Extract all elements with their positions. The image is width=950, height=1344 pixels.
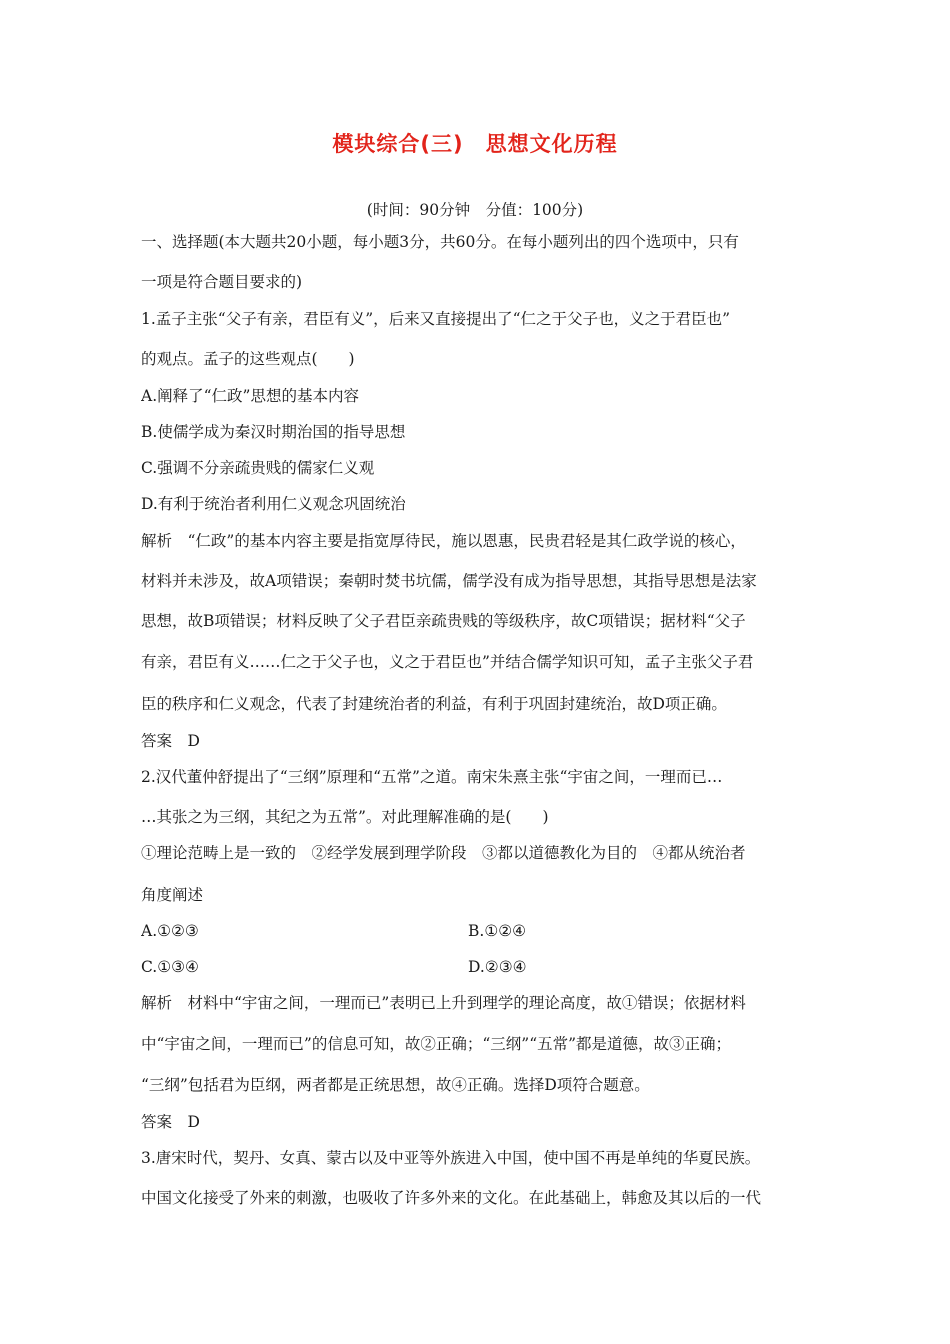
q2-explanation-line-1: 解析 材料中“宇宙之间，一理而已”表明已上升到理学的理论高度，故①错误；依据材料	[141, 994, 746, 1012]
q3-stem-line-1: 3.唐宋时代，契丹、女真、蒙古以及中亚等外族进入中国，使中国不再是单纯的华夏民族。	[141, 1149, 761, 1167]
q2-stem-line-3: ①理论范畴上是一致的 ②经学发展到理学阶段 ③都以道德教化为目的 ④都从统治者	[141, 844, 746, 862]
q3-stem-line-2: 中国文化接受了外来的刺激，也吸收了许多外来的文化。在此基础上，韩愈及其以后的一代	[141, 1189, 762, 1207]
q1-explanation-line-3: 思想，故B项错误；材料反映了父子君臣亲疏贵贱的等级秩序，故C项错误；据材料“父子	[141, 612, 746, 630]
q1-explanation-line-1: 解析 “仁政”的基本内容主要是指宽厚待民，施以恩惠，民贵君轻是其仁政学说的核心，	[141, 532, 746, 550]
exam-meta: (时间：90分钟 分值：100分)	[366, 201, 584, 219]
q2-stem-line-4: 角度阐述	[141, 886, 204, 904]
q1-option-c: C.强调不分亲疏贵贱的儒家仁义观	[141, 459, 375, 477]
q2-option-c: C.①③④	[141, 958, 199, 976]
q2-option-b: B.①②④	[468, 922, 527, 940]
q2-explanation-line-3: “三纲”包括君为臣纲，两者都是正统思想，故④正确。选择D项符合题意。	[141, 1076, 650, 1094]
q2-explanation-line-2: 中“宇宙之间，一理而已”的信息可知，故②正确；“三纲”“五常”都是道德，故③正确；	[141, 1035, 732, 1053]
q2-stem-line-1: 2.汉代董仲舒提出了“三纲”原理和“五常”之道。南宋朱熹主张“宇宙之间，一理而已…	[141, 768, 723, 786]
q2-stem-line-2: …其张之为三纲，其纪之为五常”。对此理解准确的是( )	[141, 808, 549, 826]
page-title: 模块综合(三) 思想文化历程	[332, 132, 618, 156]
q2-option-d: D.②③④	[468, 958, 527, 976]
q2-answer: 答案 D	[141, 1113, 200, 1131]
q1-stem-line-2: 的观点。孟子的这些观点( )	[141, 350, 355, 368]
q1-option-d: D.有利于统治者利用仁义观念巩固统治	[141, 495, 406, 513]
section-heading-line-1: 一、选择题(本大题共20小题，每小题3分，共60分。在每小题列出的四个选项中，只有	[141, 233, 739, 251]
q1-explanation-line-2: 材料并未涉及，故A项错误；秦朝时焚书坑儒，儒学没有成为指导思想，其指导思想是法家	[141, 572, 757, 590]
q1-answer: 答案 D	[141, 732, 200, 750]
q1-option-a: A.阐释了“仁政”思想的基本内容	[141, 387, 359, 405]
q1-explanation-line-5: 臣的秩序和仁义观念，代表了封建统治者的利益，有利于巩固封建统治，故D项正确。	[141, 695, 727, 713]
section-heading-line-2: 一项是符合题目要求的)	[141, 273, 303, 291]
q1-explanation-line-4: 有亲，君臣有义……仁之于父子也，义之于君臣也”并结合儒学知识可知，孟子主张父子君	[141, 653, 754, 671]
q1-stem-line-1: 1.孟子主张“父子有亲，君臣有义”，后来又直接提出了“仁之于父子也，义之于君臣也”	[141, 310, 730, 328]
q2-option-a: A.①②③	[141, 922, 199, 940]
q1-option-b: B.使儒学成为秦汉时期治国的指导思想	[141, 423, 406, 441]
